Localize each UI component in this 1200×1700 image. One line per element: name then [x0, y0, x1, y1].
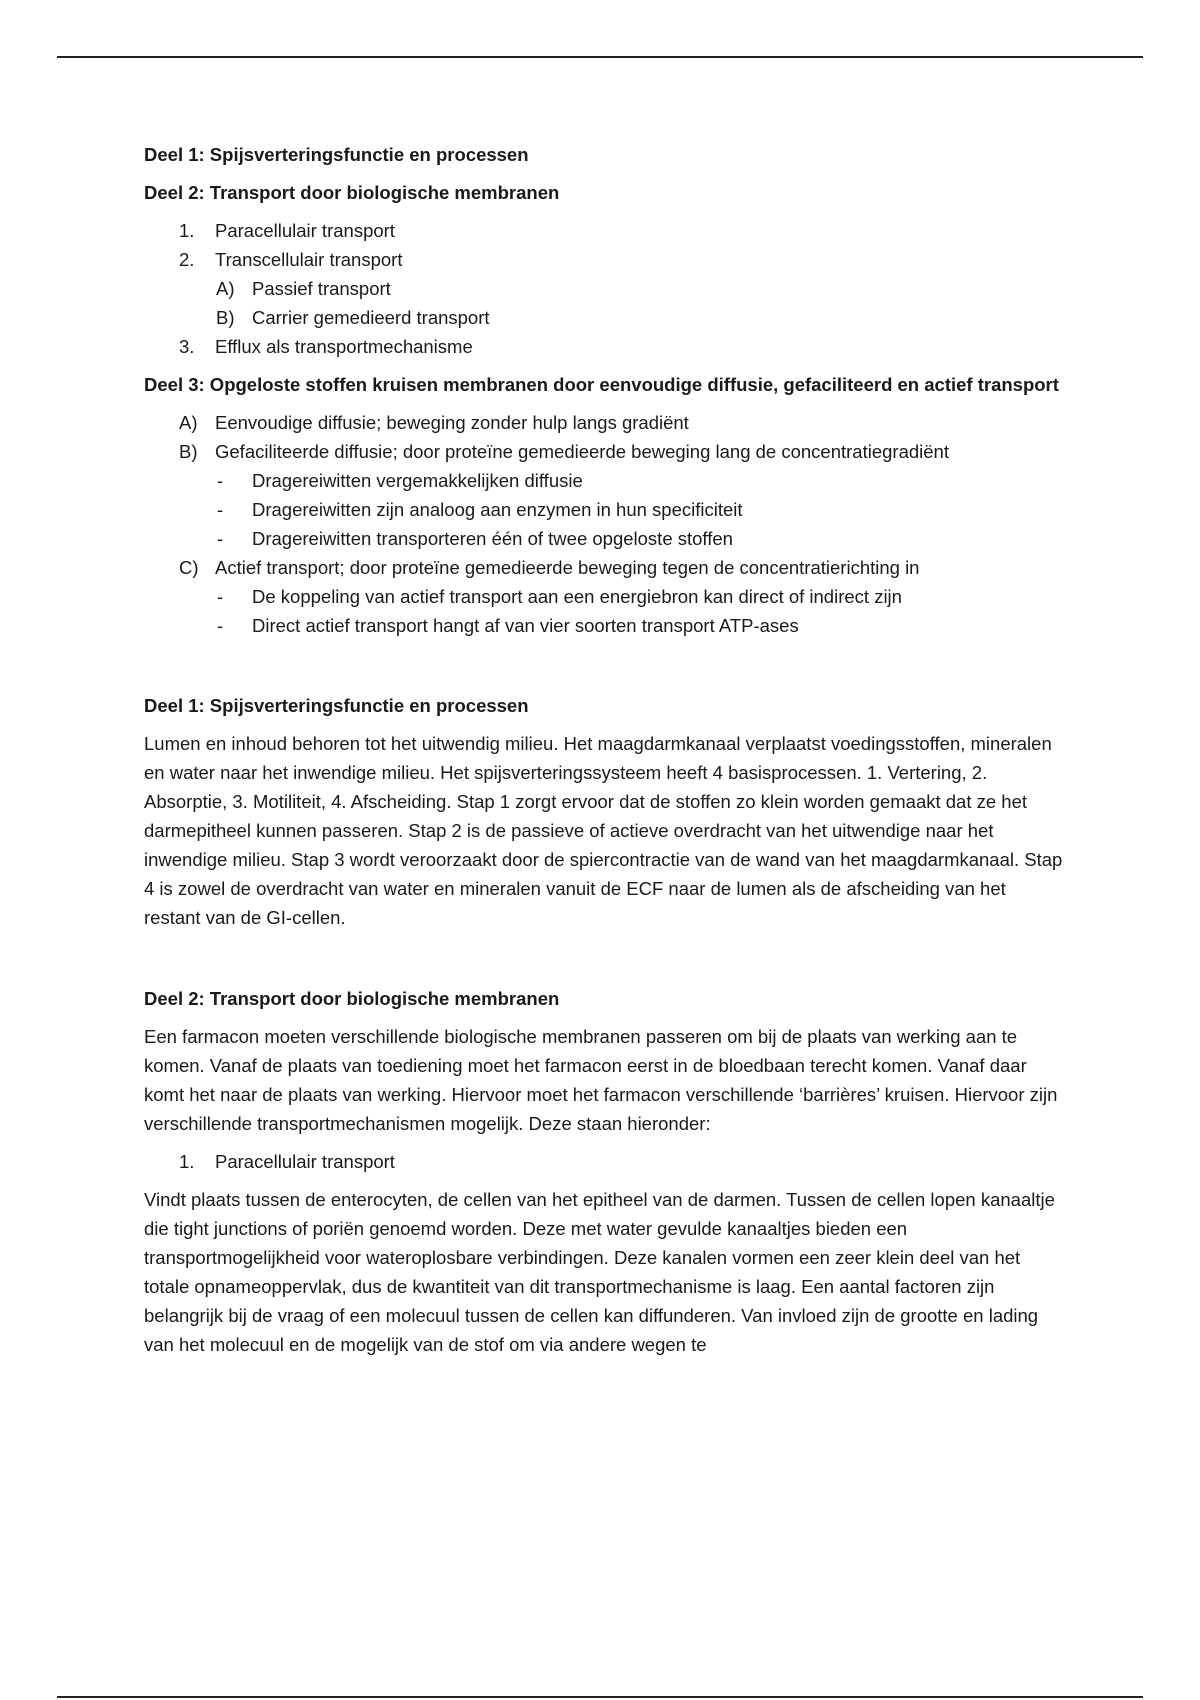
list-item: - Dragereiwitten vergemakkelijken diffusie — [217, 470, 583, 491]
list-item: B) Gefaciliteerde diffusie; door proteïne gemedieerde beweging lang de concentratiegradiënt — [179, 441, 949, 462]
toc-deel2-list — [144, 216, 1064, 361]
list-item: A) Passief transport — [216, 278, 391, 299]
list-item: 1. Paracellulair transport — [179, 220, 395, 241]
document-page — [144, 140, 1064, 1359]
toc-deel3-heading: Deel 3: Opgeloste stoffen kruisen membranen door eenvoudige diffusie, gefaciliteerd en actief transport — [144, 374, 1059, 395]
section2-body-2: Vindt plaats tussen de enterocyten, de cellen van het epitheel van de darmen. Tussen de cellen lopen kanaaltje die tight junctions of poriën genoemd worden. Deze met water gevulde kanaaltjes bieden een transportmogelijkheid voor wateroplosbare verbindingen. Deze kanalen vormen een zeer klein deel van het totale opnameoppervlak, dus de kwantiteit van dit transportmechanisme is laag. Een aantal factoren zijn belangrijk bij de vraag of een molecuul tussen de cellen kan diffunderen. Van invloed zijn de grootte en lading van het molecuul en de mogelijk van de stof om via andere wegen te — [144, 1189, 1055, 1355]
list-item: - Dragereiwitten zijn analoog aan enzymen in hun specificiteit — [217, 499, 743, 520]
list-item: A) Eenvoudige diffusie; beweging zonder hulp langs gradiënt — [179, 412, 689, 433]
list-item: B) Carrier gemedieerd transport — [216, 307, 490, 328]
toc-deel1-heading: Deel 1: Spijsverteringsfunctie en processen — [144, 144, 529, 165]
list-item: 2. Transcellulair transport — [179, 249, 403, 270]
list-item: - De koppeling van actief transport aan een energiebron kan direct of indirect zijn — [217, 586, 902, 607]
list-item: C) Actief transport; door proteïne gemedieerde beweging tegen de concentratierichting in — [179, 557, 920, 578]
section1-body: Lumen en inhoud behoren tot het uitwendig milieu. Het maagdarmkanaal verplaatst voedingsstoffen, mineralen en water naar het inwendige milieu. Het spijsverteringssysteem heeft 4 basisprocessen. 1. Vertering, 2. Absorptie, 3. Motiliteit, 4. Afscheiding. Stap 1 zorgt ervoor dat de stoffen zo klein worden gemaakt dat ze het darmepitheel kunnen passeren. Stap 2 is de passieve of actieve overdracht van het uitwendige naar het inwendige milieu. Stap 3 wordt veroorzaakt door de spiercontractie van de wand van het maagdarmkanaal. Stap 4 is zowel de overdracht van water en mineralen vanuit de ECF naar de lumen als de afscheiding van het restant van de GI-cellen. — [144, 733, 1063, 928]
list-item: 3. Efflux als transportmechanisme — [179, 336, 473, 357]
section2-body: Een farmacon moeten verschillende biologische membranen passeren om bij de plaats van werking aan te komen. Vanaf de plaats van toediening moet het farmacon eerst in de bloedbaan terecht komen. Vanaf daar komt het naar de plaats van werking. Hiervoor moet het farmacon verschillende ‘barrières’ kruisen. Hiervoor zijn verschillende transportmechanismen mogelijk. Deze staan hieronder: — [144, 1026, 1058, 1134]
footer-rule — [57, 1696, 1143, 1698]
list-item: - Dragereiwitten transporteren één of twee opgeloste stoffen — [217, 528, 733, 549]
toc-deel3-list — [144, 408, 1064, 640]
list-item: - Direct actief transport hangt af van vier soorten transport ATP-ases — [217, 615, 799, 636]
header-rule — [57, 56, 1143, 58]
section2-heading: Deel 2: Transport door biologische membranen — [144, 988, 560, 1009]
toc-deel2-heading: Deel 2: Transport door biologische membranen — [144, 182, 560, 203]
section1-heading: Deel 1: Spijsverteringsfunctie en processen — [144, 695, 529, 716]
list-item: 1. Paracellulair transport — [179, 1151, 395, 1172]
